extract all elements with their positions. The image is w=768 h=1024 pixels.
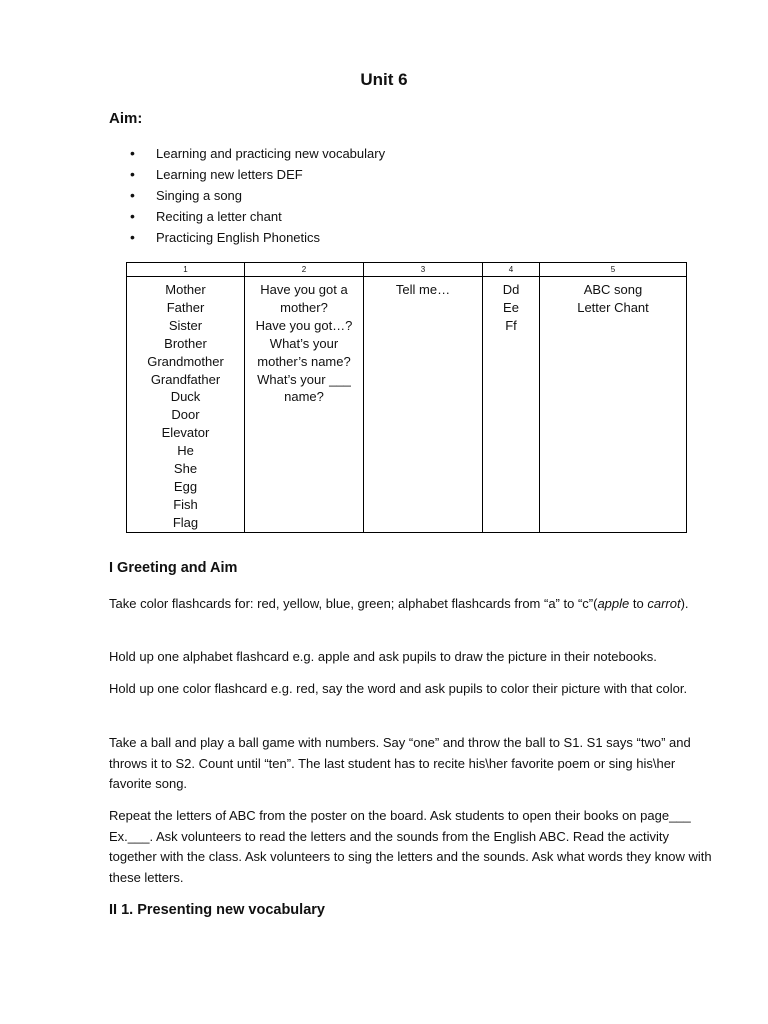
table-cell-line: name?: [284, 389, 324, 405]
table-cell-line: Tell me…: [395, 282, 451, 297]
column-header: 5: [540, 263, 687, 277]
paragraph-abc-poster: Repeat the letters of ABC from the poster on the board. Ask students to open their books on page___ Ex.___. Ask volunteers to read the letters and the sounds from the English ABC. Read the activity together with the class. Ask volunteers to sing the letters and the sounds. Ask what words they know with these letters.: [109, 808, 712, 885]
table-cell-letters: [483, 277, 540, 533]
table-cell-line: He: [177, 443, 194, 459]
table-cell-line: Flag: [172, 514, 199, 530]
table-row: [127, 277, 687, 533]
table-cell-line: She: [173, 461, 198, 477]
table-cell-line: Fish: [173, 496, 198, 512]
table-cell-line: Grandfather: [150, 371, 221, 387]
aim-list-item: • Reciting a letter chant: [130, 206, 385, 227]
paragraph-flashcards: [109, 594, 717, 615]
section-heading-greeting: I Greeting and Aim: [109, 560, 238, 576]
table-cell-line: What’s your: [269, 335, 339, 351]
table-cell-vocabulary: [127, 277, 245, 533]
page-title: Unit 6: [360, 70, 408, 89]
column-header: 3: [364, 263, 483, 277]
paragraph-text: ).: [680, 596, 689, 611]
column-header: 2: [245, 263, 364, 277]
table-cell-line: Ee: [503, 299, 519, 315]
table-cell-questions: [245, 277, 364, 533]
table-cell-line: Have you got…?: [255, 317, 353, 333]
table-cell-line: mother’s name?: [257, 353, 351, 369]
table-cell-line: Brother: [164, 335, 207, 351]
lesson-table: [126, 262, 687, 533]
table-cell-tell-me: [364, 277, 483, 533]
aim-list-item: • Practicing English Phonetics: [130, 227, 385, 248]
paragraph-emphasis: carrot: [647, 596, 681, 611]
table-cell-line: Dd: [502, 282, 520, 297]
aim-list-item: • Singing a song: [130, 185, 385, 206]
table-cell-line: What’s your ___: [257, 371, 351, 387]
paragraph-color-flashcard: Hold up one color flashcard e.g. red, say the word and ask pupils to color their picture with that color.: [109, 681, 688, 696]
table-cell-line: Duck: [170, 389, 201, 405]
aim-list-item: • Learning and practicing new vocabulary: [130, 143, 385, 164]
table-cell-line: Have you got a: [260, 282, 348, 297]
table-cell-line: Ff: [505, 317, 517, 333]
aim-list: [130, 143, 385, 248]
table-header-row: [127, 263, 687, 277]
paragraph-ball-game: Take a ball and play a ball game with numbers. Say “one” and throw the ball to S1. S1 says “two” and throws it to S2. Count until “ten”. The last student has to recite his\her favorite poem or sing his\her favorite song.: [109, 735, 691, 791]
table-cell-line: Elevator: [161, 425, 210, 441]
aim-list-item: • Learning new letters DEF: [130, 164, 385, 185]
table-cell-line: Father: [166, 299, 205, 315]
table-cell-line: Letter Chant: [577, 299, 649, 315]
paragraph-alphabet-flashcard: Hold up one alphabet flashcard e.g. apple and ask pupils to draw the picture in their notebooks.: [109, 649, 657, 664]
aim-heading: Aim:: [109, 110, 143, 127]
column-header: 4: [483, 263, 540, 277]
paragraph-emphasis: apple: [597, 596, 630, 611]
table-cell-line: Grandmother: [147, 353, 224, 369]
column-header: 1: [127, 263, 245, 277]
table-cell-songs: [540, 277, 687, 533]
paragraph-text: Take color flashcards for: red, yellow, blue, green; alphabet flashcards from “a” to “c”(: [109, 596, 598, 611]
paragraph-text: to: [629, 596, 648, 611]
table-cell-line: mother?: [280, 299, 328, 315]
table-cell-line: Egg: [173, 478, 198, 494]
table-cell-line: Mother: [165, 282, 206, 297]
table-cell-line: ABC song: [583, 282, 643, 297]
section-heading-vocabulary: II 1. Presenting new vocabulary: [109, 902, 325, 918]
table-cell-line: Sister: [168, 317, 203, 333]
table-cell-line: Door: [171, 407, 200, 423]
